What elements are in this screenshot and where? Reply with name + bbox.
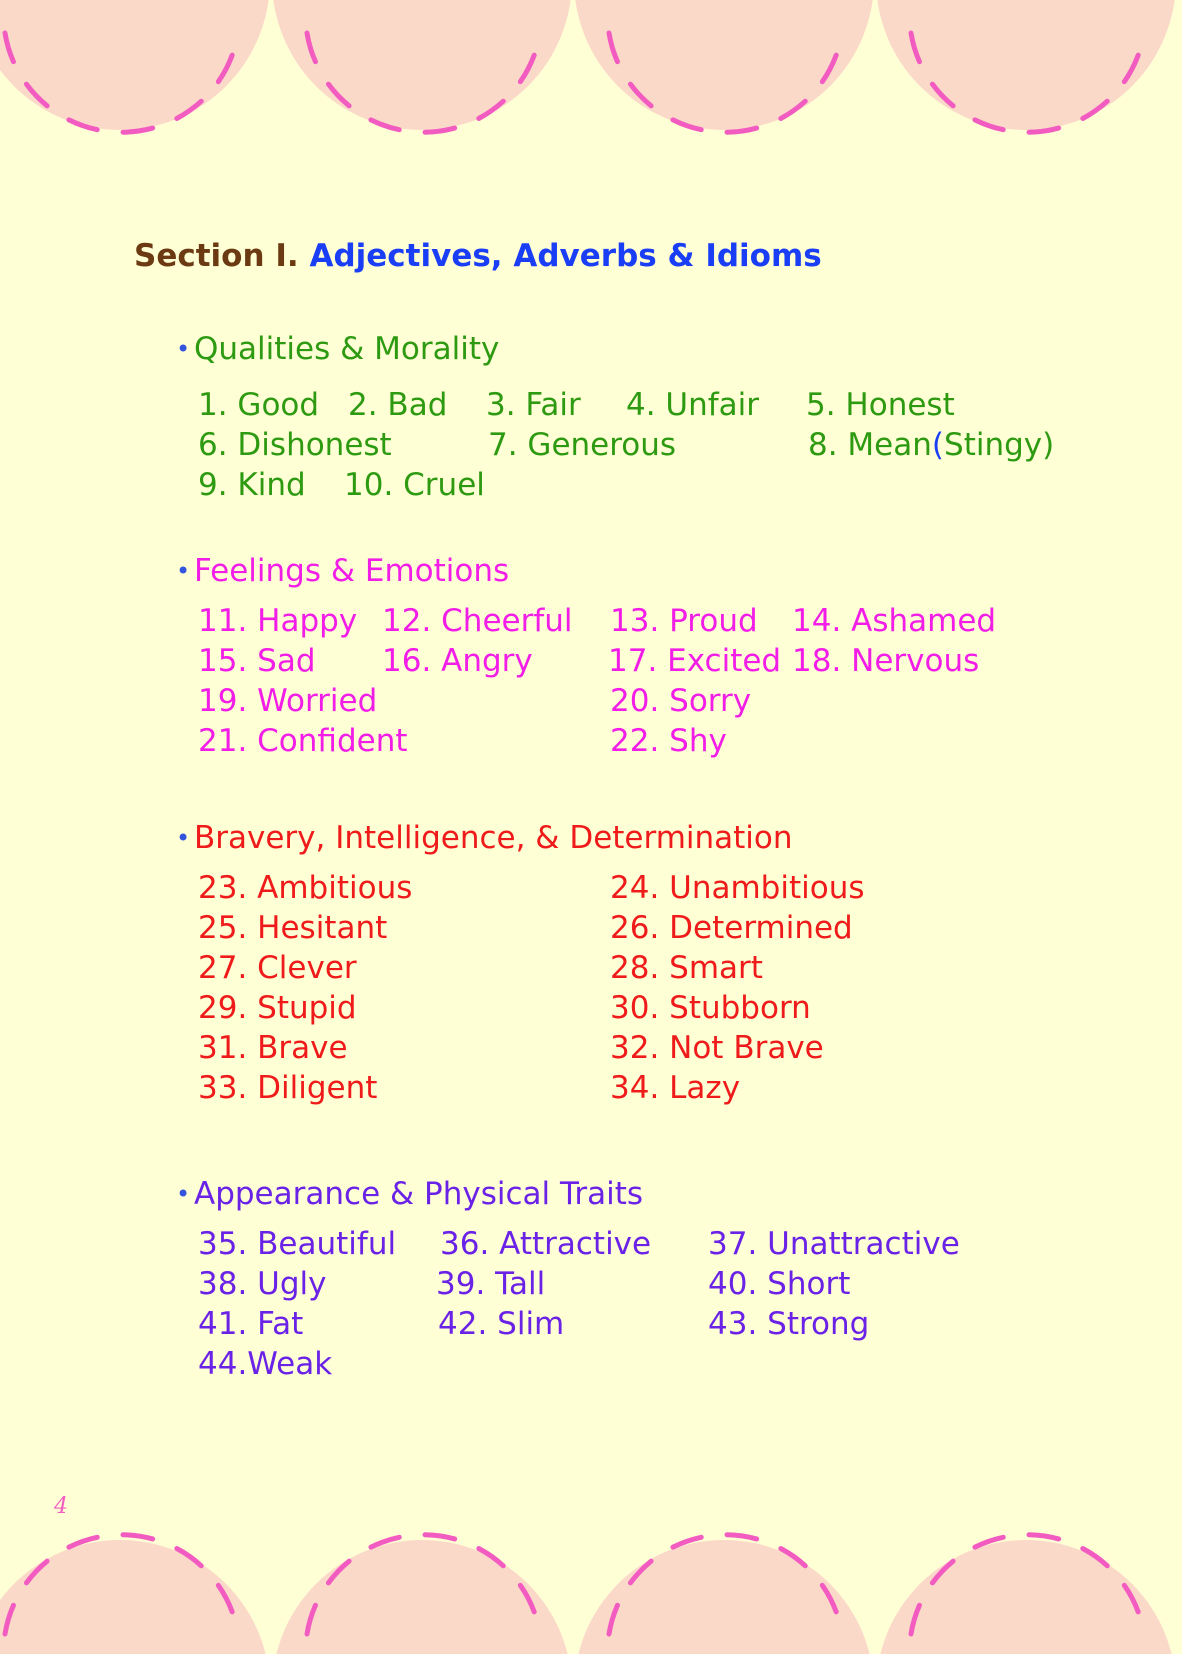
word-item: 17. Excited <box>608 643 782 679</box>
page-number: 4 <box>54 1494 68 1519</box>
word-item: 40. Short <box>708 1266 851 1302</box>
section-title: Adjectives, Adverbs & Idioms <box>309 238 822 274</box>
word-item: 26. Determined <box>610 910 853 946</box>
bullet-dot: • <box>176 824 191 852</box>
word-item: 2. Bad <box>348 387 448 423</box>
word-item: 33. Diligent <box>198 1070 378 1106</box>
word-item: 7. Generous <box>488 427 677 463</box>
bottom-scallops <box>0 1540 1176 1654</box>
word-item: 30. Stubborn <box>610 990 811 1026</box>
category-title: Feelings & Emotions <box>194 553 510 589</box>
section-heading <box>134 236 822 276</box>
word-item: 10. Cruel <box>344 467 485 503</box>
word-item: 39. Tall <box>436 1266 546 1302</box>
top-scallops <box>0 0 1176 130</box>
word-item: 4. Unfair <box>626 387 760 423</box>
word-item: 27. Clever <box>198 950 357 986</box>
word-item: 16. Angry <box>382 643 533 679</box>
paren-open: ( <box>931 427 945 463</box>
word-item: 38. Ugly <box>198 1266 327 1302</box>
word-item: 44.Weak <box>198 1346 333 1382</box>
word-item: 13. Proud <box>610 603 758 639</box>
bullet-dot: • <box>176 557 191 585</box>
word-item: 42. Slim <box>438 1306 565 1342</box>
category-feelings-heading <box>176 551 509 591</box>
word-item: 3. Fair <box>486 387 581 423</box>
word-item: 32. Not Brave <box>610 1030 824 1066</box>
word-item: 36. Attractive <box>440 1226 652 1262</box>
mean-word: 8. Mean <box>808 427 932 463</box>
bullet-dot: • <box>176 1180 191 1208</box>
category-qualities-heading <box>176 329 499 369</box>
word-item: 22. Shy <box>610 723 727 759</box>
word-item: 14. Ashamed <box>792 603 997 639</box>
category-bravery-heading <box>176 818 793 858</box>
category-title: Qualities & Morality <box>194 331 500 367</box>
word-item: 9. Kind <box>198 467 306 503</box>
word-item: 35. Beautiful <box>198 1226 397 1262</box>
word-item: 18. Nervous <box>792 643 980 679</box>
mean-note: Stingy) <box>944 427 1055 463</box>
word-item: 28. Smart <box>610 950 763 986</box>
word-item: 20. Sorry <box>610 683 752 719</box>
word-item: 6. Dishonest <box>198 427 392 463</box>
word-item: 24. Unambitious <box>610 870 865 906</box>
word-item: 21. Confident <box>198 723 408 759</box>
word-item: 31. Brave <box>198 1030 348 1066</box>
word-item: 37. Unattractive <box>708 1226 960 1262</box>
word-item: 1. Good <box>198 387 320 423</box>
category-title: Appearance & Physical Traits <box>194 1176 644 1212</box>
word-item: 25. Hesitant <box>198 910 388 946</box>
word-item: 41. Fat <box>198 1306 304 1342</box>
word-item: 19. Worried <box>198 683 378 719</box>
word-item: 34. Lazy <box>610 1070 741 1106</box>
word-item: 29. Stupid <box>198 990 357 1026</box>
category-title: Bravery, Intelligence, & Determination <box>194 820 793 856</box>
section-number: Section I. <box>134 238 299 274</box>
category-appearance-heading <box>176 1174 643 1214</box>
word-item-mean <box>808 425 1054 465</box>
word-item: 12. Cheerful <box>382 603 573 639</box>
word-item: 5. Honest <box>806 387 955 423</box>
word-item: 15. Sad <box>198 643 316 679</box>
bullet-dot: • <box>176 335 191 363</box>
word-item: 11. Happy <box>198 603 358 639</box>
word-item: 23. Ambitious <box>198 870 413 906</box>
word-item: 43. Strong <box>708 1306 870 1342</box>
